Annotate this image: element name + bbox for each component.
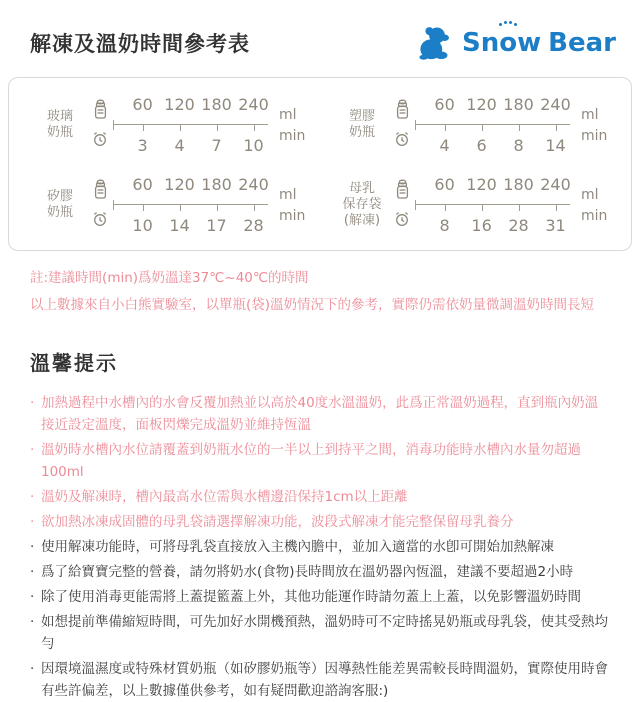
unit-ml-label: ml (279, 106, 297, 123)
volume-value: 240 (540, 175, 571, 194)
bullet-marker: · (30, 614, 35, 630)
volume-value: 240 (540, 95, 571, 114)
warming-scale (333, 176, 609, 234)
alarm-clock-icon (394, 211, 410, 231)
container-type-label-line: (解凍) (343, 213, 381, 228)
minute-value: 28 (243, 216, 264, 235)
tip-text: 除了使用消毒更能需將上蓋提籃蓋上外，其他功能運作時請勿蓋上上蓋，以免影響溫奶時間 (41, 589, 581, 605)
tip-item (30, 536, 610, 558)
minute-value: 17 (206, 216, 227, 235)
volume-value: 60 (132, 175, 153, 194)
axis-line (415, 124, 570, 125)
minute-values (113, 136, 272, 155)
container-type-label (333, 181, 391, 229)
unit-min-label: min (279, 127, 306, 144)
tips-list (30, 392, 610, 702)
brand-wordmark (462, 28, 616, 58)
time-axis (113, 96, 272, 154)
container-type-label-line: 奶瓶 (46, 125, 73, 140)
minute-value: 4 (439, 136, 450, 155)
tip-item (30, 486, 610, 508)
baby-bottle-icon (395, 179, 410, 203)
header (0, 0, 640, 62)
bear-icon (418, 24, 456, 62)
volume-values (113, 95, 272, 114)
minute-value: 8 (439, 216, 450, 235)
axis-line (113, 204, 268, 205)
tip-text: 加熱過程中水槽內的水會反覆加熱並以高於40度水溫溫奶，此爲正常溫奶過程，直到瓶內奶溫接近設定溫度，面板閃爍完成溫奶並維持恆溫 (41, 395, 599, 433)
unit-min-label: min (581, 207, 608, 224)
wordmark-sn: Sn (462, 28, 500, 58)
brand-logo (418, 24, 616, 62)
bullet-marker: · (30, 514, 35, 530)
volume-value: 240 (238, 175, 269, 194)
bullet-marker: · (30, 489, 35, 505)
footnote (30, 265, 610, 319)
volume-value: 60 (434, 95, 455, 114)
tip-item (30, 658, 610, 702)
minute-value: 31 (545, 216, 566, 235)
tips-section (30, 347, 610, 702)
tip-text: 爲了給寶寶完整的營養，請勿將奶水(食物)長時間放在溫奶器內恆溫，建議不要超過2小時 (41, 564, 574, 580)
warming-scale (31, 176, 307, 234)
volume-value: 180 (503, 95, 534, 114)
unit-ml-label: ml (581, 106, 599, 123)
container-type-label-line: 奶瓶 (46, 205, 73, 220)
minute-value: 14 (169, 216, 190, 235)
bullet-marker: · (30, 661, 35, 677)
volume-value: 120 (164, 175, 195, 194)
tip-item (30, 511, 610, 533)
volume-value: 60 (132, 95, 153, 114)
volume-value: 240 (238, 95, 269, 114)
container-type-label-line: 母乳 (348, 181, 375, 196)
alarm-clock-icon (92, 211, 108, 231)
minute-value: 6 (476, 136, 487, 155)
tip-text: 因環境溫濕度或特殊材質奶瓶（如矽膠奶瓶等）因導熱性能差異需較長時間溫奶，實際使用時會有些許偏差，以上數據僅供參考，如有疑問歡迎諮詢客服:) (41, 661, 608, 699)
minute-value: 28 (508, 216, 529, 235)
container-type-label-line: 奶瓶 (348, 125, 375, 140)
wordmark-o-with-paw-dots: o (499, 28, 518, 58)
baby-bottle-icon (395, 99, 410, 123)
volume-value: 60 (434, 175, 455, 194)
volume-value: 120 (466, 95, 497, 114)
tip-text: 如想提前準備縮短時間，可先加好水開機預熱，溫奶時可不定時搖晃奶瓶或母乳袋，使其受熱均勻 (41, 614, 608, 652)
container-type-label-line: 保存袋 (342, 197, 382, 212)
footnote-line-2: 以上數據來自小白熊實驗室，以單瓶(袋)溫奶情況下的參考，實際仍需依奶量微調溫奶時間長短 (30, 297, 595, 313)
container-type-label (31, 189, 89, 221)
minute-value: 3 (137, 136, 148, 155)
volume-values (415, 175, 574, 194)
minute-values (113, 216, 272, 235)
volume-values (415, 95, 574, 114)
time-axis (415, 176, 574, 234)
minute-values (415, 216, 574, 235)
baby-bottle-icon (93, 99, 108, 123)
unit-ml-label: ml (279, 186, 297, 203)
minute-value: 14 (545, 136, 566, 155)
volume-value: 180 (201, 95, 232, 114)
volume-value: 120 (466, 175, 497, 194)
minute-value: 7 (211, 136, 222, 155)
warming-scale (333, 96, 609, 154)
tip-text: 欲加熱冰凍成固體的母乳袋請選擇解凍功能，波段式解凍才能完整保留母乳養分 (41, 514, 514, 530)
container-type-label (31, 109, 89, 141)
container-type-label-line: 矽膠 (46, 189, 73, 204)
axis-line (113, 124, 268, 125)
volume-values (113, 175, 272, 194)
reference-table (8, 77, 632, 251)
container-type-label (333, 109, 391, 141)
tips-title: 溫馨提示 (30, 351, 118, 375)
bullet-marker: · (30, 539, 35, 555)
baby-bottle-icon (93, 179, 108, 203)
page-title: 解凍及溫奶時間參考表 (30, 32, 250, 56)
minute-value: 4 (174, 136, 185, 155)
wordmark-w: w (517, 28, 542, 58)
wordmark-bear: Bear (548, 28, 616, 58)
minute-value: 16 (471, 216, 492, 235)
volume-value: 180 (503, 175, 534, 194)
tip-text: 溫奶及解凍時，槽內最高水位需與水槽邊沿保持1cm以上距離 (41, 489, 408, 505)
bullet-marker: · (30, 395, 35, 411)
warming-scale (31, 96, 307, 154)
minute-values (415, 136, 574, 155)
time-axis (415, 96, 574, 154)
time-axis (113, 176, 272, 234)
minute-value: 10 (243, 136, 264, 155)
tip-item (30, 392, 610, 436)
tip-item (30, 586, 610, 608)
axis-line (415, 204, 570, 205)
unit-min-label: min (581, 127, 608, 144)
volume-value: 120 (164, 95, 195, 114)
tip-text: 溫奶時水槽內水位請覆蓋到奶瓶水位的一半以上到持平之間，消毒功能時水槽內水量勿超過100ml (41, 442, 581, 480)
alarm-clock-icon (394, 131, 410, 151)
minute-value: 8 (513, 136, 524, 155)
unit-ml-label: ml (581, 186, 599, 203)
bullet-marker: · (30, 564, 35, 580)
tip-item (30, 439, 610, 483)
tip-item (30, 611, 610, 655)
container-type-label-line: 塑膠 (348, 109, 375, 124)
minute-value: 10 (132, 216, 153, 235)
bullet-marker: · (30, 589, 35, 605)
footnote-line-1: 註:建議時間(min)爲奶溫達37℃~40℃的時間 (30, 270, 309, 286)
unit-min-label: min (279, 207, 306, 224)
bullet-marker: · (30, 442, 35, 458)
container-type-label-line: 玻璃 (46, 109, 73, 124)
tip-text: 使用解凍功能時，可將母乳袋直接放入主機內膽中，並加入適當的水卽可開始加熱解凍 (41, 539, 554, 555)
alarm-clock-icon (92, 131, 108, 151)
tip-item (30, 561, 610, 583)
volume-value: 180 (201, 175, 232, 194)
